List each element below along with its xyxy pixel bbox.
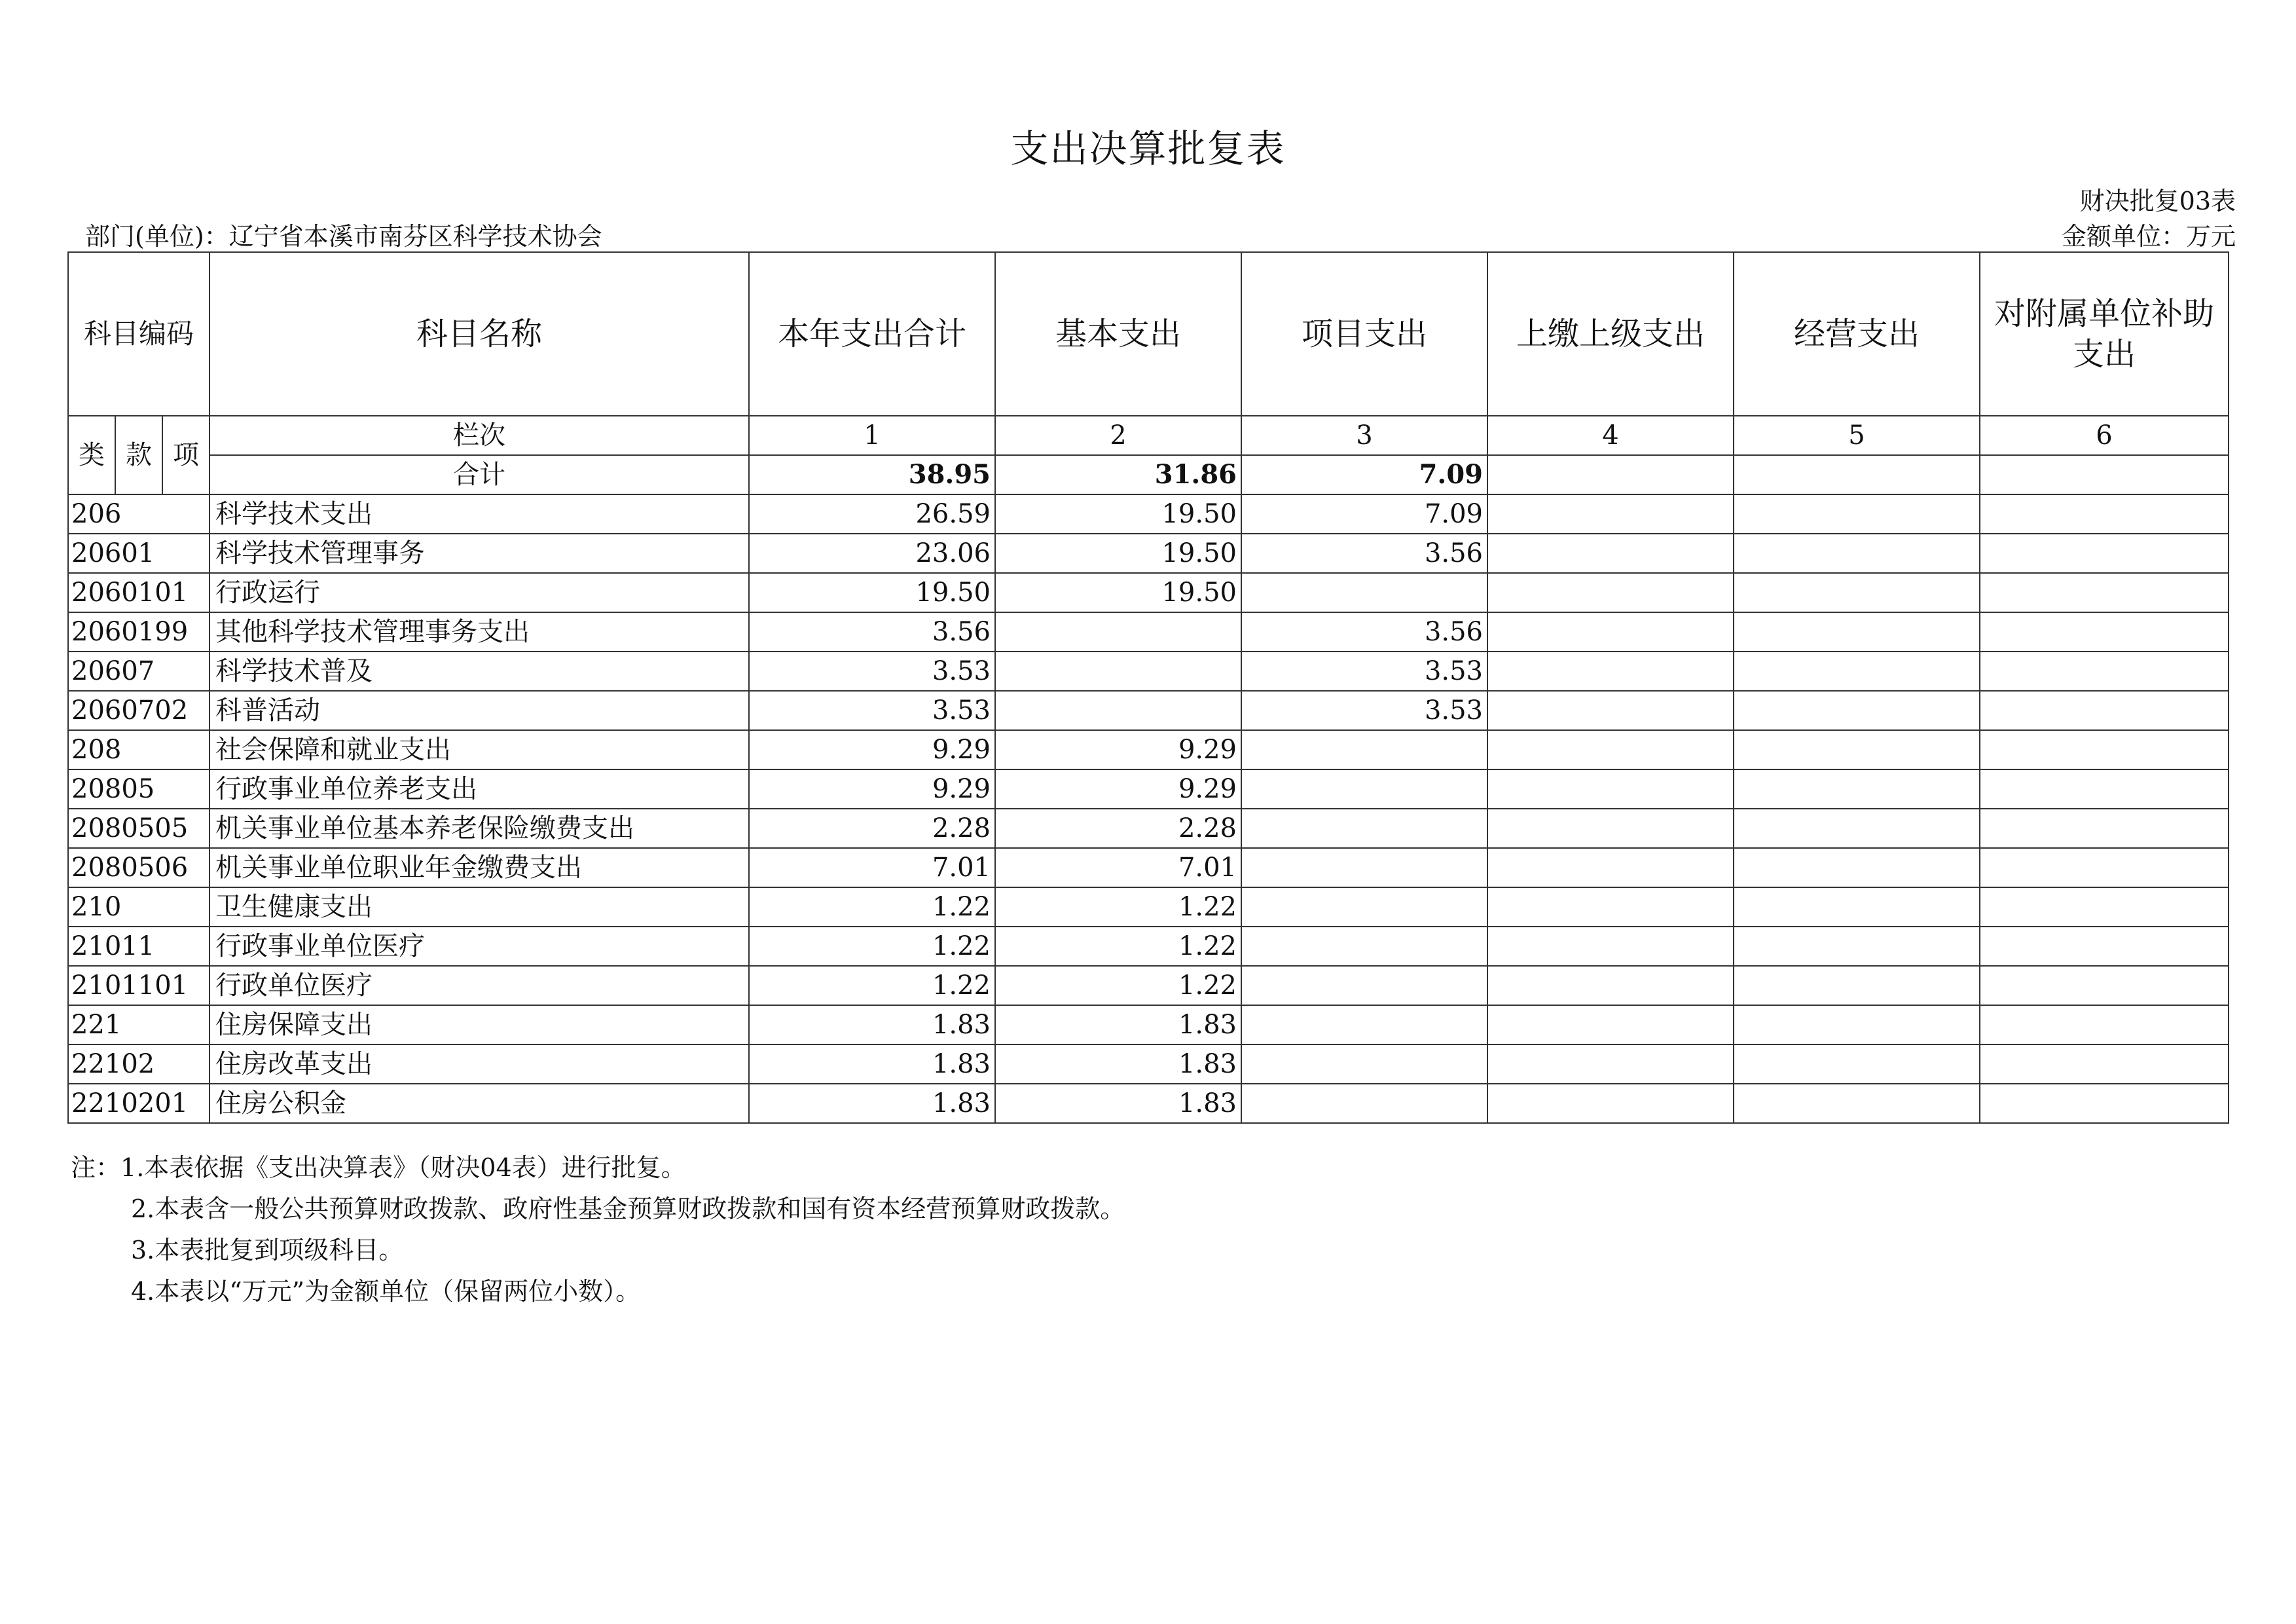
amount-cell-4: [1487, 809, 1734, 848]
amount-cell-3: [1241, 1005, 1487, 1044]
amount-cell-1: 23.06: [749, 534, 995, 573]
table-row: [68, 494, 2229, 534]
note-4: 4.本表以“万元”为金额单位（保留两位小数）。: [131, 1277, 641, 1306]
header-name: 科目名称: [210, 252, 749, 416]
amount-cell-1: 1.22: [749, 887, 995, 927]
note-1: [71, 1147, 1125, 1189]
notes: [71, 1147, 1125, 1312]
amount-cell-5: [1734, 887, 1980, 927]
subject-name: 行政运行: [210, 573, 749, 612]
total-value-3: 7.09: [1241, 455, 1487, 494]
header-row: [68, 252, 2229, 416]
column-index-label: 栏次: [210, 416, 749, 455]
amount-cell-6: [1980, 966, 2229, 1005]
amount-cell-4: [1487, 534, 1734, 573]
amount-cell-2: 1.83: [995, 1044, 1241, 1084]
subject-name: 行政事业单位医疗: [210, 927, 749, 966]
amount-cell-4: [1487, 691, 1734, 730]
amount-cell-6: [1980, 652, 2229, 691]
amount-cell-4: [1487, 887, 1734, 927]
subject-code: 2080506: [68, 848, 210, 887]
amount-cell-5: [1734, 1084, 1980, 1123]
amount-cell-5: [1734, 809, 1980, 848]
header-col-4: 上缴上级支出: [1487, 252, 1734, 416]
amount-cell-2: 19.50: [995, 573, 1241, 612]
header-kind: 类: [68, 416, 115, 494]
subject-name: 其他科学技术管理事务支出: [210, 612, 749, 652]
table-row: [68, 848, 2229, 887]
amount-cell-6: [1980, 927, 2229, 966]
table-row: [68, 769, 2229, 809]
amount-cell-3: [1241, 573, 1487, 612]
subject-name: 机关事业单位职业年金缴费支出: [210, 848, 749, 887]
amount-cell-4: [1487, 652, 1734, 691]
table-row: [68, 652, 2229, 691]
total-value-1: 38.95: [749, 455, 995, 494]
page-title: 支出决算批复表: [1010, 126, 1286, 171]
amount-cell-4: [1487, 573, 1734, 612]
amount-cell-3: [1241, 769, 1487, 809]
subject-name: 科学技术普及: [210, 652, 749, 691]
subject-name: 卫生健康支出: [210, 887, 749, 927]
amount-cell-2: [995, 612, 1241, 652]
amount-cell-6: [1980, 1084, 2229, 1123]
subject-code: 20607: [68, 652, 210, 691]
amount-cell-4: [1487, 612, 1734, 652]
amount-cell-4: [1487, 1044, 1734, 1084]
table-row: [68, 927, 2229, 966]
subject-name: 住房保障支出: [210, 1005, 749, 1044]
amount-cell-5: [1734, 612, 1980, 652]
amount-cell-3: [1241, 848, 1487, 887]
notes-prefix: 注：: [71, 1153, 121, 1182]
amount-cell-5: [1734, 573, 1980, 612]
amount-cell-3: [1241, 1084, 1487, 1123]
amount-cell-2: 7.01: [995, 848, 1241, 887]
amount-cell-1: 7.01: [749, 848, 995, 887]
amount-cell-3: [1241, 1044, 1487, 1084]
header-section: 款: [115, 416, 162, 494]
subject-code: 20601: [68, 534, 210, 573]
amount-cell-5: [1734, 494, 1980, 534]
subject-code: 221: [68, 1005, 210, 1044]
department-label: 部门(单位)：辽宁省本溪市南芬区科学技术协会: [85, 222, 602, 251]
total-row: [68, 455, 2229, 494]
subject-code: 21011: [68, 927, 210, 966]
amount-cell-1: 19.50: [749, 573, 995, 612]
amount-cell-2: 1.83: [995, 1084, 1241, 1123]
table-row: [68, 809, 2229, 848]
amount-cell-1: 3.53: [749, 691, 995, 730]
amount-cell-1: 9.29: [749, 730, 995, 769]
amount-cell-3: 3.56: [1241, 612, 1487, 652]
subject-code: 22102: [68, 1044, 210, 1084]
amount-cell-1: 1.83: [749, 1005, 995, 1044]
table-row: [68, 730, 2229, 769]
amount-cell-1: 2.28: [749, 809, 995, 848]
subject-name: 科学技术管理事务: [210, 534, 749, 573]
total-value-4: [1487, 455, 1734, 494]
header-col-1: 本年支出合计: [749, 252, 995, 416]
subject-code: 2060101: [68, 573, 210, 612]
subject-code: 210: [68, 887, 210, 927]
amount-cell-6: [1980, 809, 2229, 848]
amount-cell-4: [1487, 848, 1734, 887]
table-row: [68, 1005, 2229, 1044]
header-item: 项: [162, 416, 210, 494]
amount-cell-3: [1241, 809, 1487, 848]
header-col-5: 经营支出: [1734, 252, 1980, 416]
amount-cell-2: 19.50: [995, 494, 1241, 534]
amount-cell-3: 7.09: [1241, 494, 1487, 534]
header-col-6: 对附属单位补助支出: [1980, 252, 2229, 416]
amount-cell-1: 3.53: [749, 652, 995, 691]
amount-cell-6: [1980, 1044, 2229, 1084]
total-value-5: [1734, 455, 1980, 494]
amount-cell-1: 1.22: [749, 927, 995, 966]
subject-name: 行政单位医疗: [210, 966, 749, 1005]
amount-cell-1: 3.56: [749, 612, 995, 652]
table-row: [68, 612, 2229, 652]
total-value-2: 31.86: [995, 455, 1241, 494]
form-id: 财决批复03表: [2079, 187, 2236, 215]
amount-cell-1: 1.83: [749, 1084, 995, 1123]
amount-cell-3: [1241, 730, 1487, 769]
table-row: [68, 887, 2229, 927]
amount-cell-2: 2.28: [995, 809, 1241, 848]
amount-cell-1: 26.59: [749, 494, 995, 534]
amount-cell-6: [1980, 769, 2229, 809]
amount-cell-4: [1487, 769, 1734, 809]
subject-code: 208: [68, 730, 210, 769]
subject-name: 机关事业单位基本养老保险缴费支出: [210, 809, 749, 848]
amount-cell-5: [1734, 730, 1980, 769]
amount-cell-4: [1487, 730, 1734, 769]
table-row: [68, 1084, 2229, 1123]
total-label: 合计: [210, 455, 749, 494]
subject-code: 2080505: [68, 809, 210, 848]
amount-cell-6: [1980, 887, 2229, 927]
column-number-4: 4: [1487, 416, 1734, 455]
table-row: [68, 573, 2229, 612]
amount-cell-6: [1980, 848, 2229, 887]
subject-code: 206: [68, 494, 210, 534]
amount-cell-2: 9.29: [995, 769, 1241, 809]
subject-name: 社会保障和就业支出: [210, 730, 749, 769]
note-1-text: 1.本表依据《支出决算表》（财决04表）进行批复。: [120, 1153, 686, 1182]
column-number-2: 2: [995, 416, 1241, 455]
amount-cell-5: [1734, 652, 1980, 691]
amount-cell-6: [1980, 691, 2229, 730]
amount-cell-2: [995, 691, 1241, 730]
subject-name: 行政事业单位养老支出: [210, 769, 749, 809]
amount-cell-5: [1734, 1044, 1980, 1084]
subject-code: 2210201: [68, 1084, 210, 1123]
column-index-row: [68, 416, 2229, 455]
amount-cell-3: [1241, 966, 1487, 1005]
amount-cell-4: [1487, 1084, 1734, 1123]
amount-cell-5: [1734, 691, 1980, 730]
unit-label: 金额单位：万元: [2061, 222, 2236, 251]
amount-cell-1: 1.22: [749, 966, 995, 1005]
subject-code: 2101101: [68, 966, 210, 1005]
amount-cell-2: 1.22: [995, 927, 1241, 966]
amount-cell-4: [1487, 1005, 1734, 1044]
amount-cell-1: 1.83: [749, 1044, 995, 1084]
subject-code: 20805: [68, 769, 210, 809]
amount-cell-6: [1980, 730, 2229, 769]
amount-cell-5: [1734, 1005, 1980, 1044]
subject-name: 科普活动: [210, 691, 749, 730]
amount-cell-6: [1980, 612, 2229, 652]
amount-cell-6: [1980, 1005, 2229, 1044]
subject-name: 住房公积金: [210, 1084, 749, 1123]
amount-cell-3: 3.53: [1241, 691, 1487, 730]
amount-cell-3: [1241, 927, 1487, 966]
subject-name: 住房改革支出: [210, 1044, 749, 1084]
amount-cell-2: 9.29: [995, 730, 1241, 769]
amount-cell-2: 1.83: [995, 1005, 1241, 1044]
amount-cell-4: [1487, 927, 1734, 966]
amount-cell-5: [1734, 534, 1980, 573]
column-number-1: 1: [749, 416, 995, 455]
total-value-6: [1980, 455, 2229, 494]
amount-cell-1: 9.29: [749, 769, 995, 809]
amount-cell-3: 3.53: [1241, 652, 1487, 691]
header-code: 科目编码: [68, 252, 210, 416]
amount-cell-5: [1734, 769, 1980, 809]
amount-cell-6: [1980, 534, 2229, 573]
table-row: [68, 1044, 2229, 1084]
note-3: 3.本表批复到项级科目。: [131, 1236, 404, 1264]
column-number-3: 3: [1241, 416, 1487, 455]
subject-code: 2060702: [68, 691, 210, 730]
column-number-6: 6: [1980, 416, 2229, 455]
amount-cell-6: [1980, 494, 2229, 534]
header-col-3: 项目支出: [1241, 252, 1487, 416]
amount-cell-5: [1734, 848, 1980, 887]
amount-cell-2: [995, 652, 1241, 691]
subject-code: 2060199: [68, 612, 210, 652]
expenditure-table: [67, 251, 2229, 1124]
note-2: 2.本表含一般公共预算财政拨款、政府性基金预算财政拨款和国有资本经营预算财政拨款。: [131, 1194, 1125, 1223]
table-row: [68, 691, 2229, 730]
header-col-2: 基本支出: [995, 252, 1241, 416]
amount-cell-6: [1980, 573, 2229, 612]
table-row: [68, 966, 2229, 1005]
amount-cell-3: 3.56: [1241, 534, 1487, 573]
amount-cell-3: [1241, 887, 1487, 927]
subject-name: 科学技术支出: [210, 494, 749, 534]
table-row: [68, 534, 2229, 573]
amount-cell-2: 1.22: [995, 966, 1241, 1005]
amount-cell-4: [1487, 966, 1734, 1005]
amount-cell-5: [1734, 927, 1980, 966]
amount-cell-5: [1734, 966, 1980, 1005]
column-number-5: 5: [1734, 416, 1980, 455]
amount-cell-4: [1487, 494, 1734, 534]
amount-cell-2: 1.22: [995, 887, 1241, 927]
amount-cell-2: 19.50: [995, 534, 1241, 573]
